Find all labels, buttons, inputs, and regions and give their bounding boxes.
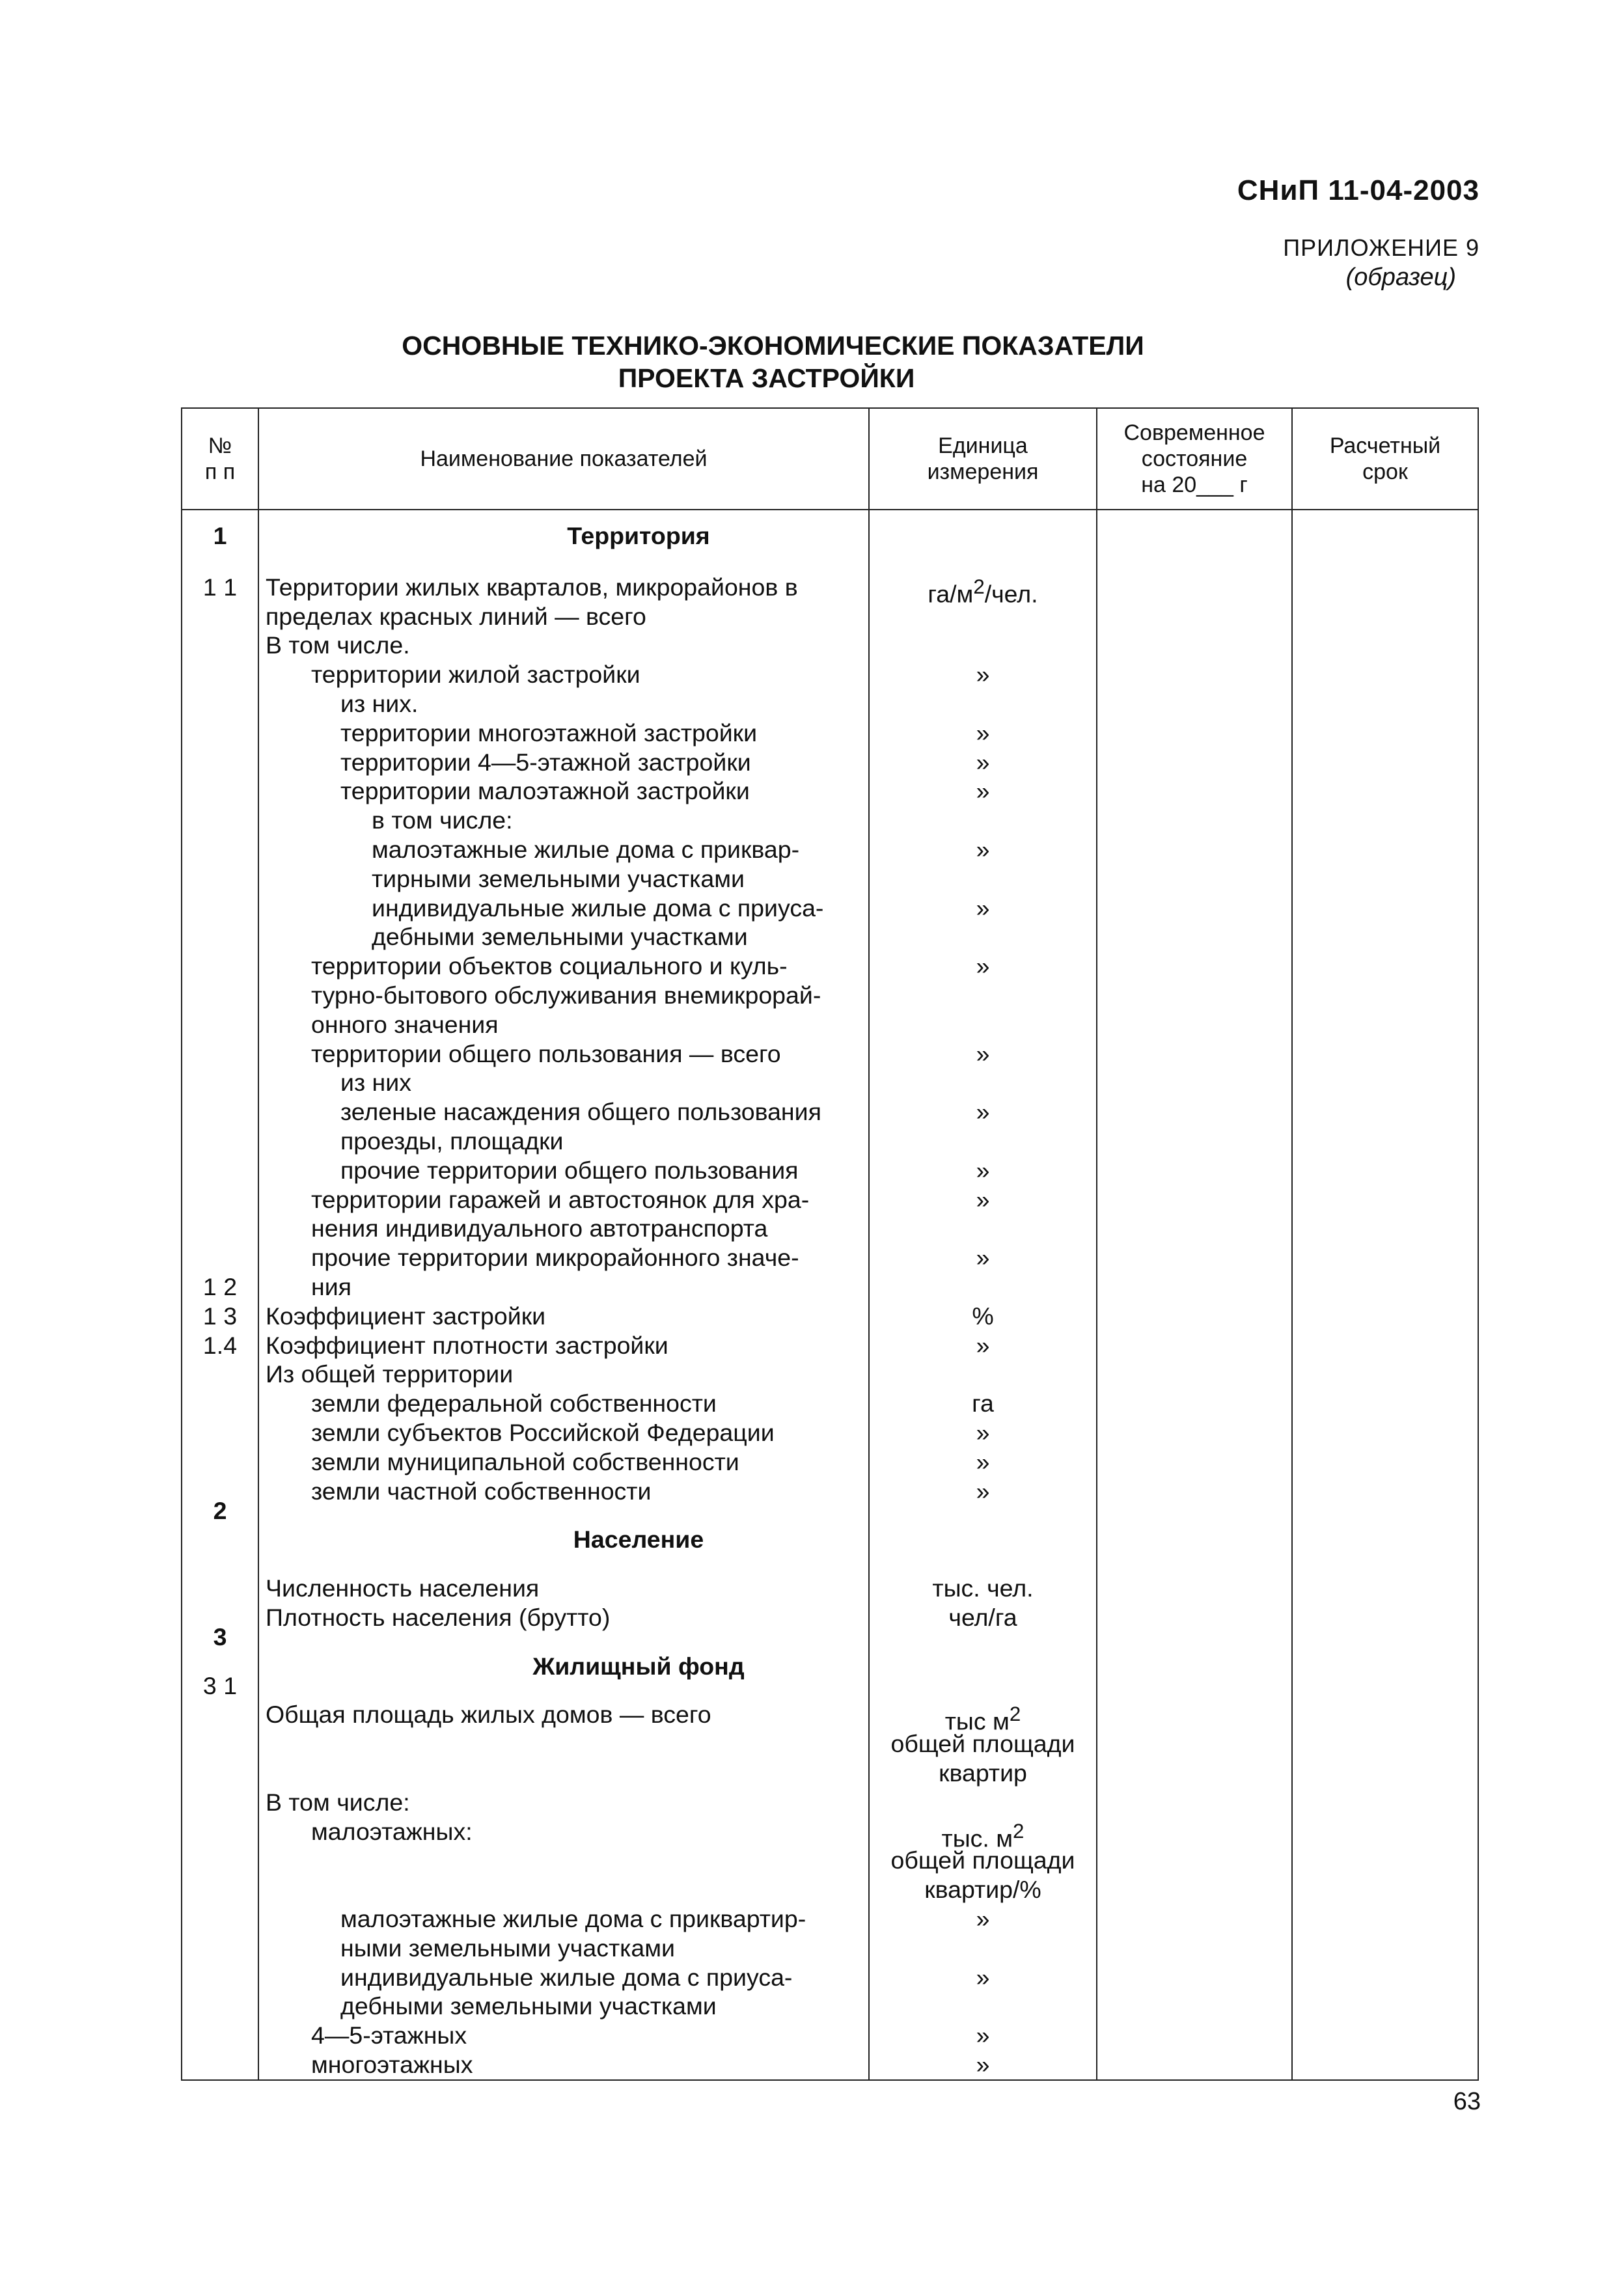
section-number: 2 — [213, 1496, 227, 1524]
table-line: ными земельными участками — [340, 1934, 675, 1962]
unit-ditto: » — [976, 1447, 990, 1475]
unit-ditto: » — [976, 777, 990, 805]
unit-ditto: » — [976, 1418, 990, 1446]
blank-line — [870, 689, 1096, 719]
header-number-line2: п п — [204, 459, 236, 484]
section-number: 3 — [213, 1623, 227, 1651]
unit-superscript: 2 — [1013, 1819, 1025, 1843]
unit-superscript: 2 — [973, 575, 985, 598]
table-line: ния — [311, 1272, 351, 1300]
item-number: 1.4 — [202, 1331, 238, 1359]
table-line: дебными земельными участками — [372, 923, 748, 951]
blank-line — [870, 1360, 1096, 1389]
unit-hectare: га — [972, 1390, 994, 1418]
blank-line — [182, 602, 258, 631]
table-line: Общая площадь жилых домов — всего — [266, 1701, 711, 1729]
header-term-line1: Расчетный — [1329, 433, 1441, 458]
unit-ditto: » — [976, 661, 990, 689]
item-number: 1 2 — [202, 1272, 238, 1300]
blank-line — [266, 1846, 868, 1875]
blank-line — [870, 1934, 1096, 1963]
blank-line — [182, 864, 258, 894]
blank-line — [870, 1788, 1096, 1817]
unit-value — [870, 1817, 1096, 1852]
table-line: тирными земельными участками — [372, 864, 745, 892]
blank-line — [870, 922, 1096, 952]
spacer — [870, 1632, 1096, 1652]
blank-line — [870, 1068, 1096, 1097]
spacer — [266, 1505, 868, 1525]
unit-value: тыс. чел. — [932, 1574, 1034, 1602]
blank-line — [182, 1243, 258, 1272]
table-line: нения индивидуального автотранспорта — [311, 1214, 768, 1242]
spacer — [870, 551, 1096, 573]
unit-ditto: » — [976, 1098, 990, 1126]
table-line: зеленые насаждения общего пользования — [340, 1098, 821, 1126]
item-number: 1 1 — [202, 573, 238, 601]
blank-line — [182, 806, 258, 835]
header-unit-line1: Единица — [938, 433, 1028, 458]
blank-line — [182, 981, 258, 1010]
header-current-line2: состояние — [1141, 446, 1248, 471]
spacer — [182, 1652, 258, 1671]
document-title — [0, 329, 1624, 394]
unit-ditto: » — [976, 1477, 990, 1505]
target-term-column — [1292, 510, 1478, 2080]
unit-ditto: » — [976, 1963, 990, 1991]
spacer — [182, 1603, 258, 1623]
table-line: малоэтажные жилые дома с приквар- — [372, 835, 800, 863]
header-unit — [869, 408, 1097, 510]
document-code: СНиП 11-04-2003 — [1237, 174, 1479, 206]
blank-line — [870, 1214, 1096, 1243]
appendix-label: ПРИЛОЖЕНИЕ 9 — [1283, 234, 1479, 261]
blank-line — [870, 1010, 1096, 1039]
table-line: Численность населения — [266, 1574, 540, 1602]
blank-line — [870, 864, 1096, 894]
table-line: пределах красных линий — всего — [266, 602, 646, 630]
blank-line — [182, 660, 258, 689]
unit-ditto: » — [976, 1185, 990, 1213]
table-body-row — [182, 510, 1478, 2080]
table-line: территории гаражей и автостоянок для хра- — [311, 1185, 810, 1213]
table-line: из них — [340, 1069, 411, 1097]
table-line: земли частной собственности — [311, 1477, 652, 1505]
blank-line — [182, 1574, 258, 1603]
spacer — [266, 551, 868, 573]
blank-line — [182, 1010, 258, 1039]
title-line-2: ПРОЕКТА ЗАСТРОЙКИ — [618, 363, 915, 393]
table-line: земли федеральной собственности — [311, 1390, 717, 1418]
spacer — [870, 1554, 1096, 1574]
table-line: в том числе: — [372, 806, 513, 834]
table-line: земли муниципальной собственности — [311, 1447, 739, 1475]
blank-line — [870, 1652, 1096, 1681]
unit-ditto: » — [976, 719, 990, 747]
table-line: территории жилой застройки — [311, 661, 640, 689]
unit-part: га/м — [928, 580, 974, 608]
section-number: 1 — [213, 522, 227, 549]
blank-line — [182, 1418, 258, 1447]
unit-part: тыс. м — [941, 1824, 1013, 1852]
section-title: Жилищный фонд — [532, 1652, 745, 1680]
table-line: Коэффициент застройки — [266, 1302, 546, 1330]
spacer — [266, 1554, 868, 1574]
unit-value: чел/га — [948, 1603, 1017, 1631]
name-column — [258, 510, 869, 2080]
header-target-term — [1292, 408, 1478, 510]
unit-part: /чел. — [984, 580, 1038, 608]
unit-ditto: » — [976, 2051, 990, 2079]
table-line: В том числе: — [266, 1788, 410, 1816]
table-line: дебными земельными участками — [340, 1992, 717, 2020]
table-line: турно-бытового обслуживания внемикрорай- — [311, 981, 821, 1009]
table-header-row — [182, 408, 1478, 510]
table-line: территории 4—5-этажной застройки — [340, 748, 751, 776]
blank-line — [182, 1185, 258, 1214]
blank-line — [870, 806, 1096, 835]
blank-line — [870, 981, 1096, 1010]
blank-line — [182, 748, 258, 777]
spacer — [266, 1680, 868, 1700]
header-number — [182, 408, 258, 510]
unit-superscript: 2 — [1009, 1703, 1021, 1726]
unit-ditto: » — [976, 894, 990, 922]
section-title: Население — [573, 1526, 704, 1554]
item-number: 1 3 — [202, 1302, 238, 1330]
blank-line — [266, 1729, 868, 1759]
blank-line — [870, 1992, 1096, 2021]
blank-line — [870, 602, 1096, 631]
table-line: проезды, площадки — [340, 1127, 564, 1155]
unit-ditto: » — [976, 748, 990, 776]
section-title: Территория — [567, 522, 710, 549]
current-state-column — [1097, 510, 1292, 2080]
table-line: многоэтажных — [311, 2051, 473, 2079]
header-unit-line2: измерения — [927, 459, 1039, 484]
table-line: индивидуальные жилые дома с приуса- — [340, 1963, 793, 1991]
unit-column — [869, 510, 1097, 2080]
unit-value: квартир — [939, 1759, 1027, 1787]
blank-line — [266, 1875, 868, 1904]
blank-line — [182, 922, 258, 952]
blank-line — [182, 1156, 258, 1185]
unit-ditto: » — [976, 1156, 990, 1184]
blank-line — [182, 689, 258, 719]
blank-line — [182, 1544, 258, 1574]
table-line: индивидуальные жилые дома с приуса- — [372, 894, 824, 922]
unit-part: тыс м — [944, 1707, 1010, 1735]
header-current-state — [1097, 408, 1292, 510]
table-line: Плотность населения (брутто) — [266, 1603, 611, 1631]
unit-value: общей площади — [890, 1730, 1075, 1758]
blank-line — [182, 719, 258, 748]
item-number: 3 1 — [202, 1671, 238, 1699]
unit-value: общей площади — [890, 1846, 1075, 1874]
blank-line — [182, 1127, 258, 1156]
table-line: прочие территории микрорайонного значе- — [311, 1244, 799, 1272]
unit-ditto: » — [976, 2022, 990, 2049]
spacer — [182, 1477, 258, 1496]
table-line: малоэтажных: — [311, 1817, 473, 1845]
blank-line — [182, 1097, 258, 1127]
unit-value — [870, 573, 1096, 608]
spacer — [870, 1680, 1096, 1700]
table-line: Территории жилых кварталов, микрорайонов в — [266, 573, 798, 601]
blank-line — [182, 1214, 258, 1243]
table-line: из них. — [340, 689, 419, 717]
title-line-1: ОСНОВНЫЕ ТЕХНИКО-ЭКОНОМИЧЕСКИЕ ПОКАЗАТЕЛИ — [402, 331, 1144, 361]
table-line: В том числе. — [266, 631, 410, 659]
blank-line — [182, 835, 258, 864]
unit-ditto: » — [976, 1331, 990, 1359]
table-line: Из общей территории — [266, 1360, 514, 1388]
table-line: территории общего пользования — всего — [311, 1039, 781, 1067]
spacer — [870, 1505, 1096, 1525]
blank-line — [182, 1039, 258, 1069]
table-line: территории объектов социального и куль- — [311, 952, 788, 980]
table-line: территории малоэтажной застройки — [340, 777, 750, 805]
header-number-line1: № — [208, 433, 232, 458]
table-line: прочие территории общего пользования — [340, 1156, 799, 1184]
table-line: Коэффициент плотности застройки — [266, 1331, 668, 1359]
table-line: 4—5-этажных — [311, 2022, 467, 2049]
spacer — [182, 551, 258, 573]
header-current-line1: Современное — [1123, 420, 1265, 445]
unit-value — [870, 1700, 1096, 1735]
blank-line — [870, 1525, 1096, 1554]
blank-line — [182, 1068, 258, 1097]
blank-line — [182, 894, 258, 923]
unit-ditto: » — [976, 1905, 990, 1933]
unit-percent: % — [972, 1302, 994, 1330]
unit-ditto: » — [976, 835, 990, 863]
spacer — [266, 1632, 868, 1652]
blank-line — [870, 521, 1096, 551]
table-line: малоэтажные жилые дома с приквартир- — [340, 1905, 806, 1933]
blank-line — [182, 776, 258, 806]
page-number: 63 — [1453, 2088, 1481, 2115]
blank-line — [870, 1127, 1096, 1156]
header-name: Наименование показателей — [258, 408, 869, 510]
indicators-table — [181, 407, 1479, 2081]
unit-ditto: » — [976, 952, 990, 980]
unit-ditto: » — [976, 1244, 990, 1272]
table-line: онного значения — [311, 1010, 499, 1038]
blank-line — [182, 631, 258, 660]
unit-value: квартир/% — [924, 1876, 1041, 1904]
header-term-line2: срок — [1362, 459, 1408, 484]
blank-line — [182, 1447, 258, 1477]
header-current-line3: на 20___ г — [1141, 473, 1248, 497]
blank-line — [182, 952, 258, 981]
appendix-subtitle: (образец) — [1345, 264, 1456, 291]
blank-line — [870, 1272, 1096, 1302]
blank-line — [182, 1360, 258, 1389]
blank-line — [266, 1759, 868, 1788]
number-column — [182, 510, 258, 2080]
blank-line — [182, 1389, 258, 1418]
table-line: земли субъектов Российской Федерации — [311, 1418, 775, 1446]
unit-ditto: » — [976, 1039, 990, 1067]
table-line: территории многоэтажной застройки — [340, 719, 758, 747]
blank-line — [870, 631, 1096, 660]
spacer — [182, 1525, 258, 1544]
